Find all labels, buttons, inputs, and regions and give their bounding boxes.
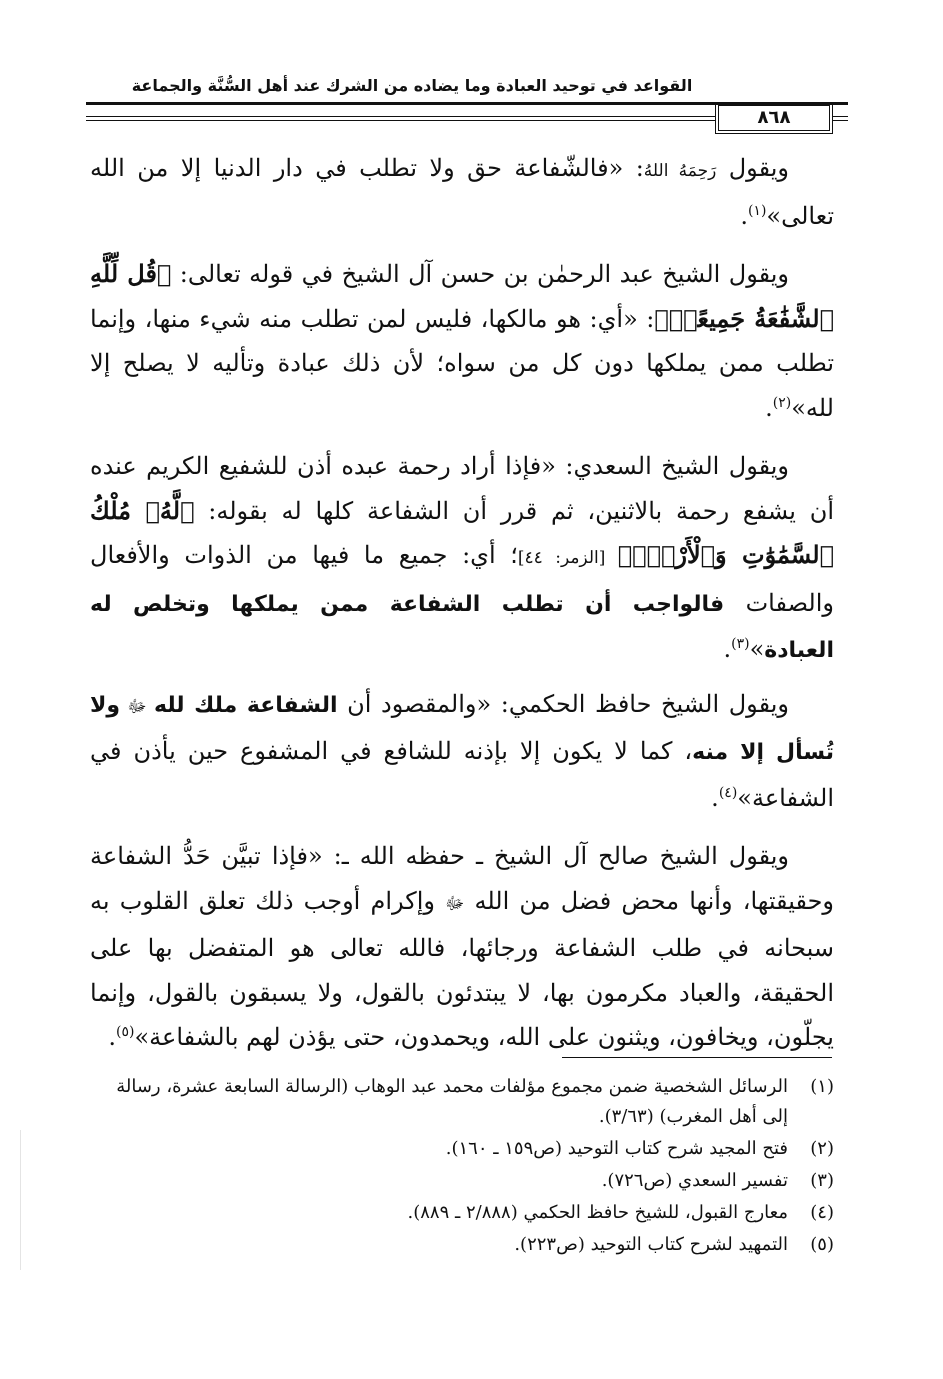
running-title: القواعد في توحيد العبادة وما يضاده من الشرك عند أهل السُّنَّة والجماعة bbox=[131, 76, 693, 95]
header-right-rule-bottom bbox=[832, 120, 848, 121]
paragraph-3 bbox=[90, 444, 834, 674]
footnote-ref[interactable]: (٢) bbox=[772, 394, 792, 411]
header-double-rule-bottom bbox=[86, 120, 716, 121]
footnote-number: (٣) bbox=[810, 1170, 834, 1191]
page-number: ٨٦٨ bbox=[718, 105, 830, 131]
footnote-3 bbox=[90, 1166, 834, 1196]
header-right-rule-top bbox=[832, 116, 848, 117]
footnote-4 bbox=[90, 1198, 834, 1228]
text-run: . bbox=[765, 393, 773, 422]
footnotes bbox=[90, 1072, 834, 1262]
quote: : «أي: هو مالكها، فليس لمن تطلب منه شيء منها، وإنما تطلب ممن يملكها دون كل من سواه؛ لأن ذلك عبادة وتأليه لا يصلح إلا لله» bbox=[90, 304, 834, 422]
scan-margin-line bbox=[20, 1130, 21, 1270]
page-header bbox=[86, 72, 848, 132]
footnote-ref[interactable]: (١) bbox=[747, 202, 767, 219]
verse-reference: [الزمر: ٤٤] bbox=[517, 548, 618, 568]
text-run: . bbox=[711, 783, 719, 812]
paragraph-1 bbox=[90, 146, 834, 238]
text-run: . bbox=[740, 201, 748, 230]
footnote-ref[interactable]: (٣) bbox=[731, 636, 750, 652]
footnote-ref[interactable]: (٥) bbox=[116, 1024, 135, 1040]
footnote-separator bbox=[562, 1057, 832, 1058]
quote: ، كما لا يكون إلا بإذنه للشافع في المشفوع حين يأذن في الشفاعة» bbox=[90, 737, 834, 812]
paragraph-5 bbox=[90, 834, 834, 1060]
bold-phrase: فالواجب أن تطلب الشفاعة ممن يملكها وتخلص له العبادة bbox=[90, 591, 834, 663]
footnote-ref[interactable]: (٤) bbox=[718, 784, 738, 801]
main-text bbox=[90, 146, 834, 1060]
footnote-number: (٥) bbox=[810, 1234, 834, 1255]
footnote-number: (٤) bbox=[810, 1202, 834, 1223]
footnote-5 bbox=[90, 1230, 834, 1260]
footnote-number: (٢) bbox=[810, 1138, 834, 1159]
quote: وإكرام أوجب ذلك تعلق القلوب به سبحانه في طلب الشفاعة ورجائها، فالله تعالى هو المتفضل بها على الحقيقة، والعباد مكرمون بها، لا يبتدئون بالقول، ولا يسبقون بالقول، وإنما يجلّون، ويخافون، ويثنون على الله، ويحمدون، حتى يؤذن لهم بالشفاعة» bbox=[90, 886, 834, 1051]
text-run: . bbox=[108, 1023, 117, 1051]
footnote-2 bbox=[90, 1134, 834, 1164]
text-run: ويقول الشيخ صالح آل الشيخ ـ حفظه الله ـ: «فإذا تبيَّن حَدُّ الشفاعة وحقيقتها، وأنها محض فضل من الله bbox=[90, 842, 835, 915]
footnote-text: التمهيد لشرح كتاب التوحيد (ص٢٢٣). bbox=[514, 1234, 788, 1255]
text-run: ويقول الشيخ حافظ الحكمي: «والمقصود أن bbox=[337, 689, 789, 718]
bold-phrase: الشفاعة ملك لله bbox=[153, 692, 338, 718]
footnote-text: تفسير السعدي (ص٧٢٦). bbox=[601, 1170, 788, 1191]
quran-verse: ﴿قُل لِّلَّهِ ٱلشَّفَٰعَةُ جَمِيعًاۖ﴾ bbox=[90, 259, 835, 333]
footnote-1 bbox=[90, 1072, 834, 1132]
text-run: ويقول الشيخ السعدي: «فإذا أراد رحمة عبده أذن للشفيع الكريم عنده أن يشفع رحمة بالاثنين، ثم قرر أن الشفاعة كلها له بقوله: bbox=[90, 452, 834, 525]
honorific: ﷻ bbox=[445, 893, 465, 914]
text-run: » bbox=[749, 635, 765, 663]
text-run: ويقول bbox=[716, 154, 789, 182]
paragraph-2 bbox=[90, 252, 834, 430]
paragraph-4 bbox=[90, 682, 834, 821]
honorific: ﷻ bbox=[120, 696, 154, 717]
quote: ؛ أي: جميع ما فيها من الذوات والأفعال والصفات bbox=[90, 541, 834, 617]
footnote-number: (١) bbox=[810, 1076, 834, 1097]
quote: : «فالشّفاعة حق ولا تطلب في دار الدنيا إلا من الله تعالى» bbox=[90, 154, 834, 230]
bold-phrase: ولا تُسأل إلا منه bbox=[90, 692, 834, 765]
text-run: . bbox=[723, 635, 732, 663]
text-run: ويقول الشيخ عبد الرحمٰن بن حسن آل الشيخ في قوله تعالى: bbox=[171, 260, 789, 288]
footnote-text: معارج القبول، للشيخ حافظ الحكمي (٢/٨٨٨ ـ ٨٨٩). bbox=[407, 1202, 788, 1223]
honorific: رَحِمَهُ اللهُ bbox=[643, 161, 717, 181]
header-double-rule-top bbox=[86, 116, 716, 117]
footnote-text: الرسائل الشخصية ضمن مجموع مؤلفات محمد عبد الوهاب (الرسالة السابعة عشرة، رسالة إلى أهل المغرب) (٣/٦٣). bbox=[116, 1076, 788, 1127]
footnote-text: فتح المجيد شرح كتاب التوحيد (ص١٥٩ ـ ١٦٠). bbox=[445, 1138, 788, 1159]
quran-verse: ﴿لَّهُۥ مُلْكُ ٱلسَّمَٰوَٰتِ وَٱلْأَرْضِۖ﴾ bbox=[90, 495, 834, 569]
